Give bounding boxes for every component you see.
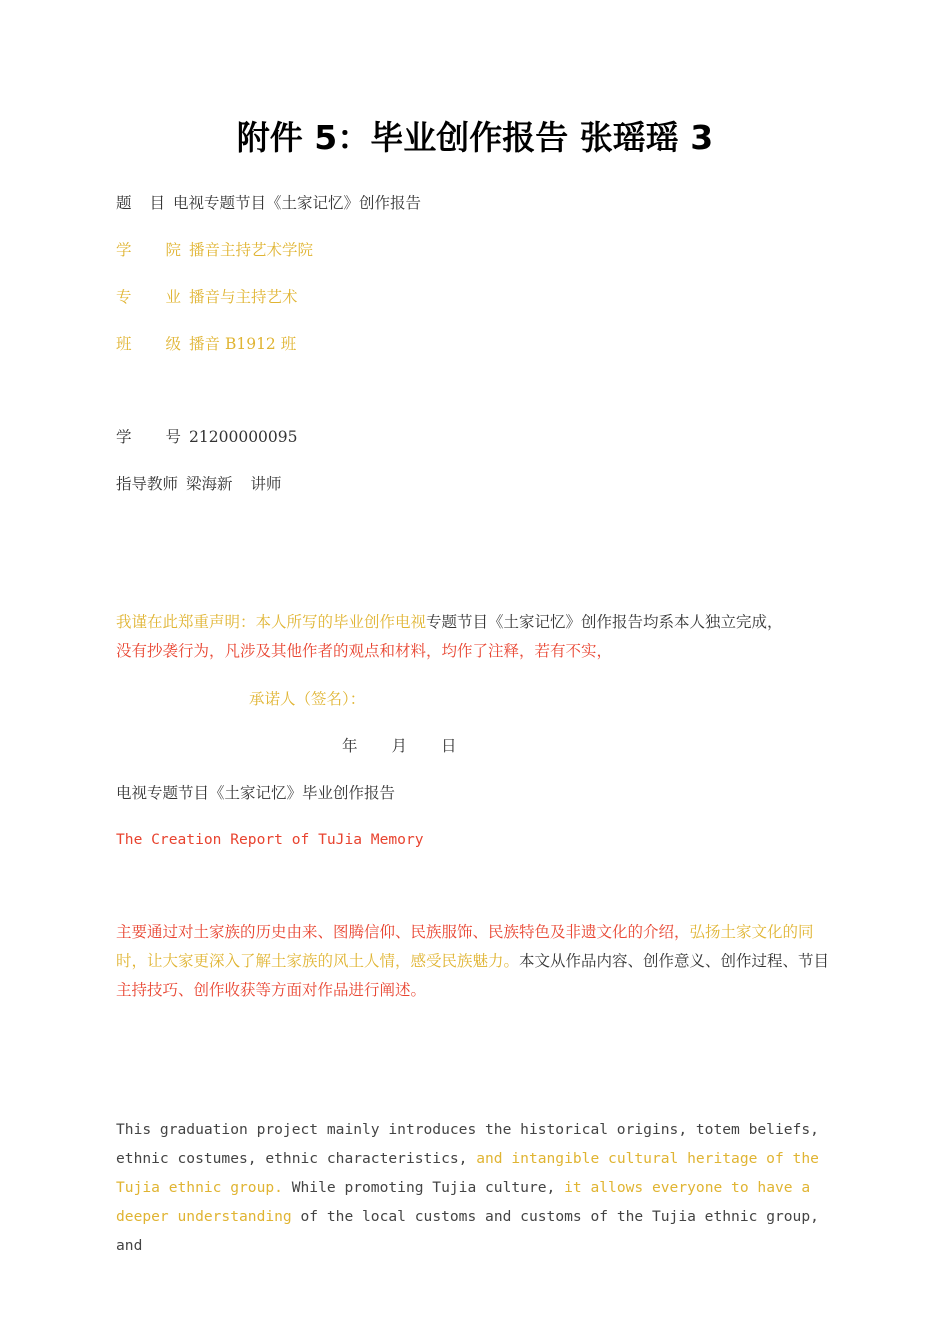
- topic-row: [116, 193, 421, 213]
- abstract-en-part5: of the local customs and customs of the Tujia ethnic group, and: [116, 1208, 819, 1254]
- declaration-part3: 没有抄袭行为，凡涉及其他作者的观点和材料，均作了注释，若有不实，: [116, 642, 613, 660]
- topic-value: 电视专题节目《土家记忆》创作报告: [173, 194, 422, 212]
- student-id-row: [116, 427, 298, 447]
- major-row: [116, 287, 298, 307]
- major-label-b: 业: [165, 288, 182, 306]
- college-label-b: 院: [165, 241, 182, 259]
- declaration-part2: 专题节目《土家记忆》创作报告均系本人独立完成，: [426, 613, 783, 631]
- abstract-cn-part3: 本文从作品内容、创作意义、创作过程、节目: [519, 952, 830, 970]
- topic-label-b: 目: [149, 194, 166, 212]
- date-year: 年: [342, 737, 358, 755]
- class-label-b: 级: [165, 335, 182, 353]
- class-value: 播音 B1912 班: [189, 335, 297, 353]
- abstract-en-paragraph: [116, 1115, 836, 1260]
- advisor-name: 梁海新: [186, 475, 233, 493]
- advisor-rank: 讲师: [250, 475, 282, 493]
- report-title-en: The Creation Report of TuJia Memory: [116, 831, 424, 848]
- abstract-en-part2: and intangible cultural heritage of the Tujia ethnic group.: [116, 1150, 819, 1196]
- class-label-a: 班: [116, 335, 132, 353]
- topic-label-a: 题: [116, 194, 132, 212]
- abstract-cn-paragraph: [116, 918, 831, 1005]
- student-id-label-a: 学: [116, 428, 132, 446]
- major-value: 播音与主持艺术: [189, 288, 298, 306]
- report-title-cn: 电视专题节目《土家记忆》毕业创作报告: [116, 784, 396, 802]
- declaration-paragraph: [116, 608, 831, 666]
- college-row: [116, 240, 313, 260]
- college-value: 播音主持艺术学院: [189, 241, 314, 259]
- declaration-part1: 我谨在此郑重声明：本人所写的毕业创作电视: [116, 613, 427, 631]
- abstract-en-part4: it allows everyone to have a deeper understanding: [116, 1179, 811, 1225]
- abstract-en-part3: While promoting Tujia culture,: [282, 1179, 565, 1196]
- date-month: 月: [391, 737, 408, 755]
- signer-line: 承诺人（签名）：: [249, 690, 366, 708]
- college-label-a: 学: [116, 241, 132, 259]
- abstract-en-part1: This graduation project mainly introduces the historical origins, totem beliefs, ethnic costumes, ethnic characteristics,: [116, 1121, 819, 1167]
- student-id-label-b: 号: [165, 428, 182, 446]
- advisor-label: 指导教师: [116, 475, 179, 493]
- page-title: 附件 5：毕业创作报告 张瑶瑶 3: [236, 118, 714, 157]
- major-label-a: 专: [116, 288, 132, 306]
- abstract-cn-part2: 弘扬土家文化的同时，让大家更深入了解土家族的风土人情，感受民族魅力。: [116, 923, 814, 970]
- abstract-cn-part4: 主持技巧、创作收获等方面对作品进行阐述。: [116, 981, 427, 999]
- date-line: [342, 736, 457, 756]
- abstract-cn-part1: 主要通过对土家族的历史由来、图腾信仰、民族服饰、民族特色及非遗文化的介绍，: [116, 923, 690, 941]
- advisor-row: [116, 474, 282, 494]
- class-row: [116, 334, 296, 354]
- student-id-value: 21200000095: [189, 428, 298, 446]
- date-day: 日: [441, 737, 457, 755]
